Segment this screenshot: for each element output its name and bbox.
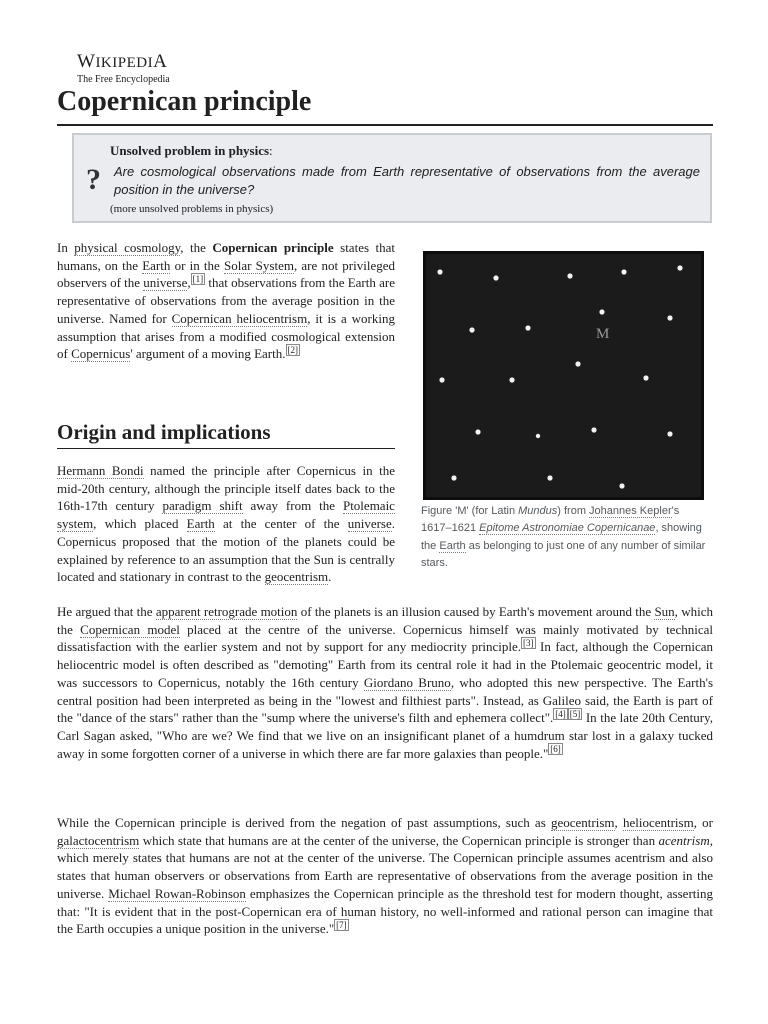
star-field-icon bbox=[426, 254, 701, 497]
citation-7[interactable]: [7] bbox=[336, 919, 347, 930]
citation-4[interactable]: [4] bbox=[555, 708, 566, 719]
page-title: Copernican principle bbox=[57, 86, 312, 117]
link-universe[interactable]: universe bbox=[143, 275, 188, 291]
link-universe-2[interactable]: universe bbox=[347, 516, 392, 532]
section-divider bbox=[57, 448, 395, 449]
link-retrograde-motion[interactable]: apparent retrograde motion bbox=[155, 604, 298, 619]
citation-1[interactable]: [1] bbox=[192, 274, 204, 285]
link-heliocentrism[interactable]: heliocentrism bbox=[622, 815, 694, 830]
link-copernicus[interactable]: Copernicus bbox=[71, 346, 131, 362]
link-earth-2[interactable]: Earth bbox=[186, 516, 215, 532]
link-galactocentrism[interactable]: galactocentrism bbox=[57, 832, 140, 848]
link-copernican-model[interactable]: Copernican model bbox=[80, 621, 180, 637]
link-geocentrism-2[interactable]: geocentrism bbox=[550, 815, 615, 830]
link-sun[interactable]: Sun bbox=[654, 604, 675, 619]
question-mark-icon: ? bbox=[86, 163, 101, 196]
link-earth[interactable]: Earth bbox=[142, 257, 171, 273]
link-paradigm-shift[interactable]: paradigm shift bbox=[162, 498, 243, 514]
link-copernican-heliocentrism[interactable]: Copernican heliocentrism bbox=[171, 310, 308, 326]
citation-3[interactable]: [3] bbox=[523, 638, 534, 649]
title-divider bbox=[57, 124, 713, 126]
wikipedia-logo[interactable] bbox=[77, 52, 170, 86]
citation-2[interactable]: [2] bbox=[287, 344, 298, 355]
figure-caption: Figure 'M' (for Latin Mundus) from Johannes Kepler's 1617–1621 Epitome Astronomiae Copernicanae, showing the Earth as belonging to just one of any number of similar stars. bbox=[421, 505, 706, 569]
section-heading-origin: Origin and implications bbox=[57, 420, 271, 444]
link-epitome[interactable]: Epitome Astronomiae Copernicanae bbox=[479, 522, 656, 535]
unsolved-problem-box bbox=[72, 133, 712, 223]
logo-tagline: The Free Encyclopedia bbox=[77, 74, 170, 85]
link-giordano-bruno[interactable]: Giordano Bruno bbox=[363, 674, 451, 690]
logo-wordmark: WIKIPEDIA bbox=[77, 51, 168, 72]
link-physical-cosmology[interactable]: physical cosmology bbox=[74, 240, 181, 255]
figure-m-label: M bbox=[596, 326, 610, 342]
citation-6[interactable]: [6] bbox=[550, 744, 561, 755]
link-solar-system[interactable]: Solar System bbox=[224, 257, 294, 273]
link-earth-caption[interactable]: Earth bbox=[439, 539, 466, 552]
paragraph-origin-full: He argued that the apparent retrograde motion of the planets is an illusion caused by Earth's movement around the Sun, which the Copernican model placed at the centre of the universe. Copernicus himself was mainly motivated by technical dissatisfaction with the earlier system and not by support for any mediocrity principle. [3] In fact, although the Copernican heliocentric model is often described as "demoting" Earth from its central role it had in the Ptolemaic geocentric model, it was successors to Copernicus, notably the 16th century Giordano Bruno, who adopted this new perspective. The Earth's central position had been interpreted as being in the "lowest and filthiest parts". Instead, as Galileo said, the Earth is part of the "dance of the stars" rather than the "sump where the universe's filth and ephemera collect". [4] [5] In the late 20th Century, Carl Sagan asked, "Who are we? We find that we live on an insignificant planet of a humdrum star lost in a galaxy tucked away in some forgotten corner of a universe in which there are far more galaxies than people." [6] bbox=[57, 604, 714, 761]
more-unsolved-problems-link[interactable]: (more unsolved problems in physics) bbox=[110, 203, 274, 215]
link-hermann-bondi[interactable]: Hermann Bondi bbox=[57, 463, 144, 478]
citation-5[interactable]: [5] bbox=[569, 708, 581, 719]
star-field-figure[interactable] bbox=[423, 251, 704, 500]
link-johannes-kepler[interactable]: Johannes Kepler bbox=[589, 505, 672, 517]
link-michael-rowan-robinson[interactable]: Michael Rowan-Robinson bbox=[108, 885, 246, 901]
unsolved-question: Are cosmological observations made from Earth representative of observations from the average position in the universe? bbox=[114, 164, 700, 197]
link-ptolemaic-system[interactable]: Ptolemaic system bbox=[57, 498, 395, 532]
acentrism-term: acentrism bbox=[658, 832, 710, 848]
paragraph-acentrism: While the Copernican principle is derived from the negation of past assumptions, such as geocentrism, heliocentrism, or galactocentrism which state that humans are at the center of the universe, the Copernican principle is stronger than acentrism, which merely states that humans are not at the center of the universe. The Copernican principle assumes acentrism and also states that human observers or observations from Earth are representative of observations from the average position in the universe. Michael Rowan-Robinson emphasizes the Copernican principle as the threshold test for modern thought, asserting that: "It is evident that in the post-Copernican era of human history, no well-informed and rational person can imagine that the Earth occupies a unique position in the universe." [7] bbox=[57, 815, 713, 937]
unsolved-heading: Unsolved problem in physics: bbox=[110, 143, 273, 158]
link-geocentrism[interactable]: geocentrism bbox=[264, 569, 329, 585]
paragraph-origin-left: Hermann Bondi named the principle after Copernicus in the mid-20th century, although the principle itself dates back to the 16th-17th century paradigm shift away from the Ptolemaic system, which placed Earth at the center of the universe. Copernicus proposed that the motion of the planets could be explained by reference to an assumption that the Sun is centrally located and stationary in contrast to the geocentrism. bbox=[57, 463, 395, 585]
intro-paragraph: In physical cosmology, the Copernican principle states that humans, on the Earth or in the Solar System, are not privileged observers of the universe, [1] that observations from the Earth are representative of observations from the average position in the universe. Named for Copernican heliocentrism, it is a working assumption that arises from a modified cosmological extension of Copernicus' argument of a moving Earth. [2] bbox=[57, 240, 396, 362]
